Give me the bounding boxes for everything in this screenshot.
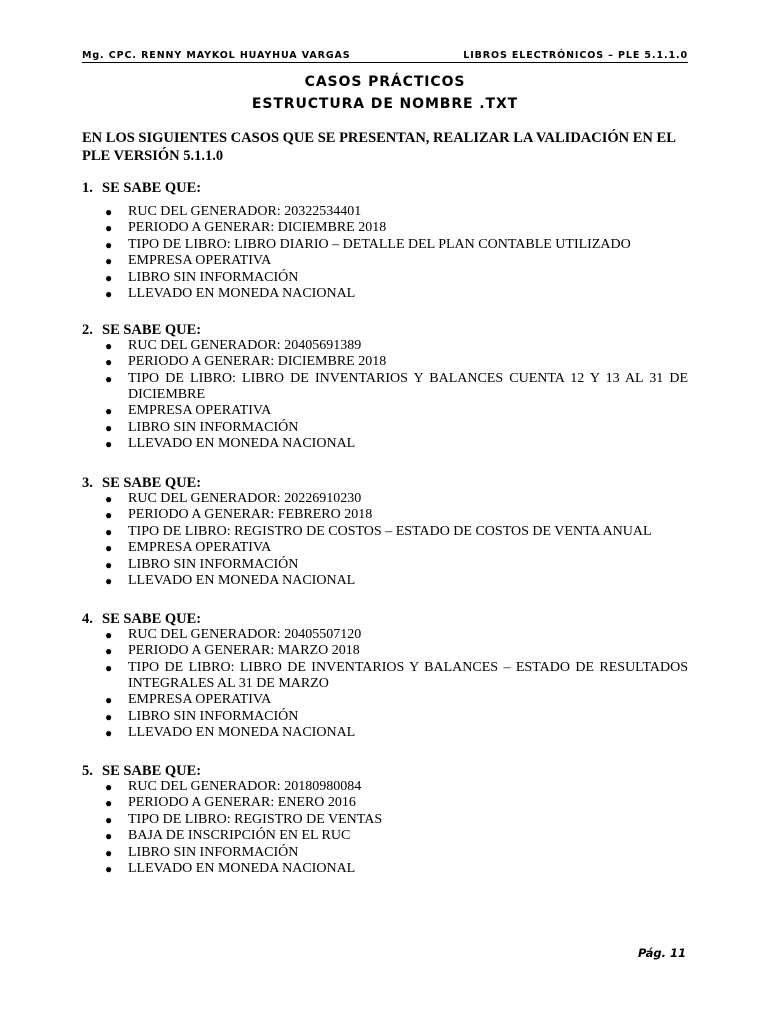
bullet-icon: ● <box>105 420 113 435</box>
list-item-text: BAJA DE INSCRIPCIÓN EN EL RUC <box>128 828 351 844</box>
bullet-icon: ● <box>105 628 113 642</box>
list-item-text: LIBRO SIN INFORMACIÓN <box>128 708 299 724</box>
case-heading-text: SE SABE QUE: <box>102 180 202 196</box>
bullet-icon: ● <box>105 541 113 556</box>
case-5 <box>82 763 688 877</box>
case-heading <box>82 180 688 196</box>
case-number: 4. <box>82 611 93 627</box>
case-heading <box>82 611 688 627</box>
case-number: 2. <box>82 322 93 338</box>
list-item <box>82 627 688 643</box>
bullet-icon: ● <box>105 508 113 523</box>
list-item <box>82 812 688 828</box>
list-item <box>82 436 688 452</box>
bullet-icon: ● <box>105 404 113 419</box>
bullet-icon: ● <box>105 371 113 386</box>
list-item <box>82 354 688 370</box>
list-item <box>82 845 688 861</box>
bullet-icon: ● <box>105 286 113 301</box>
bullet-icon: ● <box>105 660 113 675</box>
page-number: Pág. 11 <box>637 946 686 960</box>
header-divider <box>82 62 688 63</box>
list-item <box>82 237 688 253</box>
list-item <box>82 643 688 659</box>
case-heading <box>82 763 688 779</box>
case-3 <box>82 475 688 589</box>
list-item <box>82 403 688 419</box>
case-item-list <box>82 779 688 877</box>
case-heading <box>82 475 688 491</box>
case-heading-text: SE SABE QUE: <box>102 763 202 779</box>
list-item <box>82 220 688 236</box>
list-item-text: PERIODO A GENERAR: DICIEMBRE 2018 <box>128 354 387 370</box>
list-item <box>82 795 688 811</box>
list-item <box>82 286 688 302</box>
bullet-icon: ● <box>105 254 113 269</box>
bullet-icon: ● <box>105 573 113 588</box>
list-item <box>82 253 688 269</box>
bullet-icon: ● <box>105 780 113 794</box>
bullet-icon: ● <box>105 237 113 252</box>
case-heading-text: SE SABE QUE: <box>102 611 202 627</box>
bullet-icon: ● <box>105 270 113 285</box>
list-item <box>82 861 688 877</box>
list-item-text: TIPO DE LIBRO: LIBRO DIARIO – DETALLE DEL PLAN CONTABLE UTILIZADO <box>128 236 631 252</box>
list-item-text: RUC DEL GENERADOR: 20405691389 <box>128 338 362 353</box>
list-item-text: PERIODO A GENERAR: FEBRERO 2018 <box>128 507 373 523</box>
case-item-list <box>82 627 688 741</box>
bullet-icon: ● <box>105 725 113 740</box>
list-item <box>82 371 688 403</box>
bullet-icon: ● <box>105 557 113 572</box>
header-subject: LIBROS ELECTRÓNICOS – PLE 5.1.1.0 <box>463 50 688 61</box>
list-item <box>82 709 688 725</box>
bullet-icon: ● <box>105 644 113 659</box>
list-item-text: TIPO DE LIBRO: LIBRO DE INVENTARIOS Y BALANCES CUENTA 12 Y 13 AL 31 DE DICIEMBRE <box>128 370 688 402</box>
list-item <box>82 725 688 741</box>
list-item <box>82 524 688 540</box>
case-item-list <box>82 491 688 589</box>
case-number: 1. <box>82 180 93 196</box>
list-item <box>82 338 688 354</box>
bullet-icon: ● <box>105 829 113 844</box>
title-line-2: ESTRUCTURA DE NOMBRE .TXT <box>251 96 519 112</box>
bullet-icon: ● <box>105 205 113 219</box>
case-item-list <box>82 338 688 452</box>
list-item-text: LIBRO SIN INFORMACIÓN <box>128 844 299 860</box>
list-item-text: LLEVADO EN MONEDA NACIONAL <box>128 285 356 301</box>
list-item <box>82 507 688 523</box>
list-item-text: LIBRO SIN INFORMACIÓN <box>128 269 299 285</box>
list-item-text: TIPO DE LIBRO: LIBRO DE INVENTARIOS Y BALANCES – ESTADO DE RESULTADOS INTEGRALES AL 31 DE MARZO <box>128 659 688 691</box>
list-item-text: EMPRESA OPERATIVA <box>128 540 272 556</box>
case-4 <box>82 611 688 741</box>
bullet-icon: ● <box>105 861 113 876</box>
list-item-text: RUC DEL GENERADOR: 20226910230 <box>128 491 362 506</box>
page-header <box>82 43 688 61</box>
title-line-1: CASOS PRÁCTICOS <box>304 74 466 90</box>
bullet-icon: ● <box>105 812 113 827</box>
case-heading <box>82 322 688 338</box>
bullet-icon: ● <box>105 524 113 539</box>
header-author: Mg. CPC. RENNY MAYKOL HUAYHUA VARGAS <box>82 50 351 61</box>
list-item-text: TIPO DE LIBRO: REGISTRO DE VENTAS <box>128 811 383 827</box>
bullet-icon: ● <box>105 693 113 708</box>
case-number: 3. <box>82 475 93 491</box>
bullet-icon: ● <box>105 221 113 236</box>
list-item <box>82 557 688 573</box>
bullet-icon: ● <box>105 436 113 451</box>
list-item-text: LLEVADO EN MONEDA NACIONAL <box>128 572 356 588</box>
list-item <box>82 573 688 589</box>
list-item <box>82 692 688 708</box>
list-item <box>82 270 688 286</box>
list-item-text: PERIODO A GENERAR: MARZO 2018 <box>128 643 360 659</box>
case-2 <box>82 322 688 452</box>
case-heading-text: SE SABE QUE: <box>102 475 202 491</box>
list-item <box>82 420 688 436</box>
list-item-text: PERIODO A GENERAR: ENERO 2016 <box>128 795 356 811</box>
list-item-text: RUC DEL GENERADOR: 20405507120 <box>128 627 362 642</box>
case-item-list <box>82 204 688 302</box>
case-number: 5. <box>82 763 93 779</box>
list-item <box>82 491 688 507</box>
bullet-icon: ● <box>105 796 113 811</box>
list-item-text: RUC DEL GENERADOR: 20180980084 <box>128 779 362 794</box>
list-item-text: TIPO DE LIBRO: REGISTRO DE COSTOS – ESTADO DE COSTOS DE VENTA ANUAL <box>128 523 652 539</box>
case-1 <box>82 180 688 302</box>
list-item-text: LLEVADO EN MONEDA NACIONAL <box>128 724 356 740</box>
list-item <box>82 204 688 220</box>
list-item-text: PERIODO A GENERAR: DICIEMBRE 2018 <box>128 220 387 236</box>
bullet-icon: ● <box>105 355 113 370</box>
list-item-text: EMPRESA OPERATIVA <box>128 692 272 708</box>
list-item <box>82 828 688 844</box>
bullet-icon: ● <box>105 339 113 353</box>
list-item-text: LLEVADO EN MONEDA NACIONAL <box>128 860 356 876</box>
list-item-text: EMPRESA OPERATIVA <box>128 403 272 419</box>
list-item <box>82 660 688 692</box>
bullet-icon: ● <box>105 709 113 724</box>
list-item-text: EMPRESA OPERATIVA <box>128 253 272 269</box>
list-item-text: LIBRO SIN INFORMACIÓN <box>128 419 299 435</box>
list-item-text: LLEVADO EN MONEDA NACIONAL <box>128 435 356 451</box>
list-item <box>82 779 688 795</box>
case-heading-text: SE SABE QUE: <box>102 322 202 338</box>
bullet-icon: ● <box>105 845 113 860</box>
intro-paragraph: EN LOS SIGUIENTES CASOS QUE SE PRESENTAN, REALIZAR LA VALIDACIÓN EN EL PLE VERSIÓN 5.1.1.0 <box>82 130 676 164</box>
list-item-text: RUC DEL GENERADOR: 20322534401 <box>128 204 362 219</box>
list-item-text: LIBRO SIN INFORMACIÓN <box>128 556 299 572</box>
bullet-icon: ● <box>105 492 113 506</box>
list-item <box>82 540 688 556</box>
